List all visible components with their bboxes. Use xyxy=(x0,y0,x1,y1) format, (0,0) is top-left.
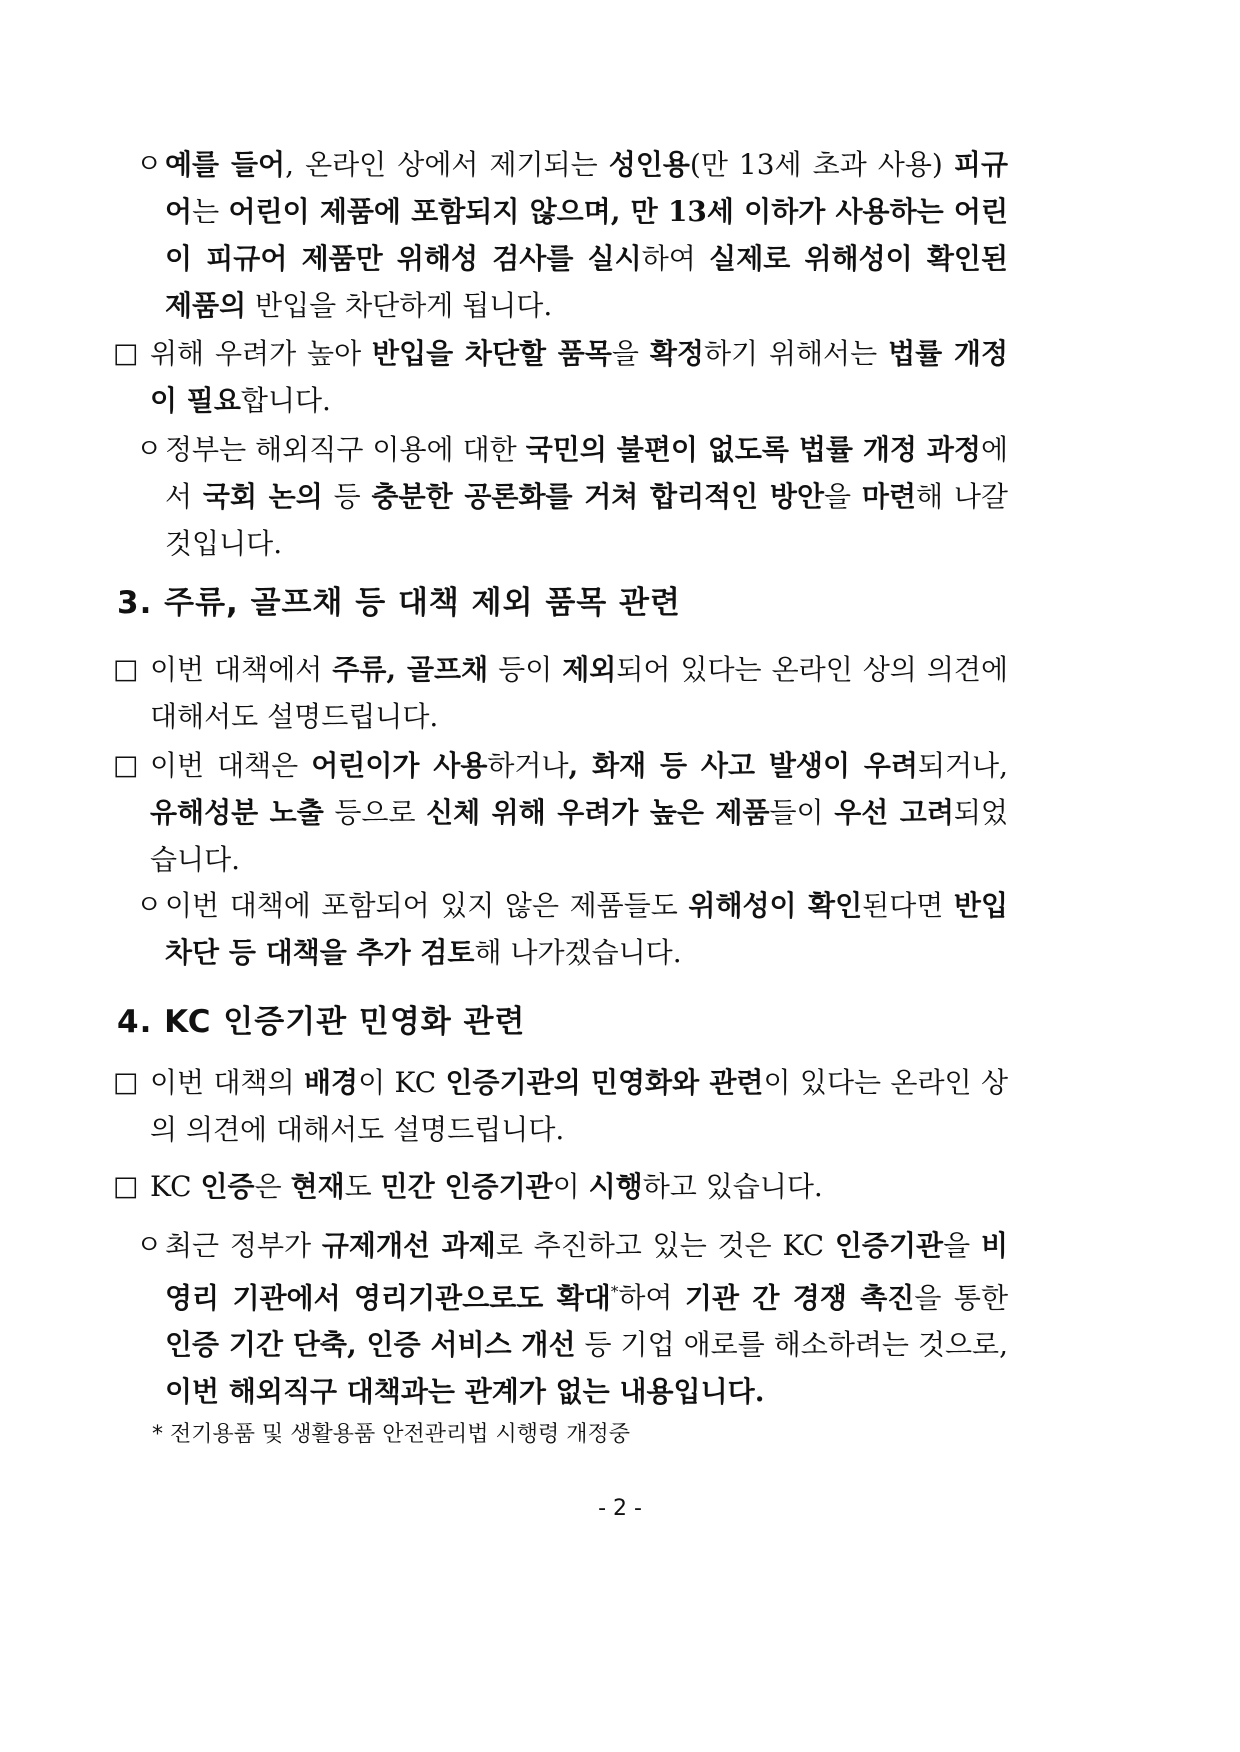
body-text: 되었습니다. xyxy=(150,796,1008,876)
body-text: , 온라인 상에서 제기되는 xyxy=(285,148,609,181)
body-text: 을 xyxy=(824,480,862,513)
emphasis-text: 마련 xyxy=(861,480,916,513)
para-gov-text xyxy=(165,426,1008,567)
body-text: 은 xyxy=(254,1170,291,1203)
body-text: 합니다. xyxy=(240,384,331,417)
body-text: 반입을 차단하게 됩니다. xyxy=(246,289,553,322)
s4-para-1-text xyxy=(150,1059,1008,1153)
emphasis-text: 법률 개정이 필요 xyxy=(150,337,1008,417)
body-text: 이번 대책에 포함되어 있지 않은 제품들도 xyxy=(165,889,689,922)
body-text: 이번 대책은 xyxy=(150,749,312,782)
body-text: 위해 우려가 높아 xyxy=(150,337,373,370)
emphasis-text: 민간 인증기관 xyxy=(380,1170,553,1203)
body-text: 이 있다는 온라인 상의 의견에 대해서도 설명드립니다. xyxy=(150,1066,1008,1146)
s4-para-3-text xyxy=(165,1222,1008,1415)
para-gov xyxy=(0,426,1240,567)
body-text: 도 xyxy=(344,1170,381,1203)
emphasis-text: 어린이가 사용 xyxy=(311,749,488,782)
s3-para-1-text xyxy=(150,646,1008,740)
para-example-text xyxy=(165,141,1008,329)
body-text: KC xyxy=(150,1170,201,1203)
s3-para-3-text xyxy=(165,882,1008,976)
square-bullet: □ xyxy=(113,338,139,369)
para-example xyxy=(0,141,1240,329)
s3-para-2 xyxy=(0,742,1240,883)
emphasis-text: 인증기관의 민영화와 관련 xyxy=(445,1066,764,1099)
emphasis-text: 비영리 기관에서 영리기관으로도 확대 xyxy=(165,1229,1008,1315)
body-text: 최근 정부가 xyxy=(165,1229,322,1262)
emphasis-text: 충분한 공론화를 거쳐 합리적인 방안 xyxy=(371,480,824,513)
emphasis-text: 인증 xyxy=(200,1170,255,1203)
body-text: 들이 xyxy=(769,796,835,829)
body-text: 을 xyxy=(611,337,650,370)
emphasis-text: 피규어 xyxy=(165,148,1008,228)
s4-para-3 xyxy=(0,1222,1240,1415)
square-bullet: □ xyxy=(113,654,139,685)
emphasis-text: 성인용 xyxy=(608,148,690,181)
page-number: - 2 - xyxy=(598,1496,642,1521)
body-text: 로 추진하고 있는 것은 KC xyxy=(495,1229,835,1262)
body-text: 는 xyxy=(192,195,229,228)
body-text: 하기 위해서는 xyxy=(703,337,889,370)
s4-para-1 xyxy=(0,1059,1240,1153)
emphasis-text: 신체 위해 우려가 높은 제품 xyxy=(426,796,770,829)
emphasis-text: 주류, 골프채 xyxy=(332,653,489,686)
emphasis-text: 반입을 차단할 품목 xyxy=(372,337,612,370)
body-text: 된다면 xyxy=(862,889,954,922)
footnote: * 전기용품 및 생활용품 안전관리법 시행령 개정중 xyxy=(152,1422,631,1447)
body-text: 되거나, xyxy=(917,749,1008,782)
para-law xyxy=(0,330,1240,424)
s3-para-1 xyxy=(0,646,1240,740)
emphasis-text: 국회 논의 xyxy=(202,480,323,513)
body-text: 되어 있다는 온라인 상의 의견에 대해서도 설명드립니다. xyxy=(150,653,1008,733)
body-text: 이번 대책에서 xyxy=(150,653,333,686)
emphasis-text: 유해성분 노출 xyxy=(150,796,324,829)
body-text: 에서 xyxy=(165,433,1008,513)
body-text: 정부는 해외직구 이용에 대한 xyxy=(165,433,526,466)
section3-heading: 3. 주류, 골프채 등 대책 제외 품목 관련 xyxy=(117,585,681,621)
emphasis-text: 인증 기간 단축, 인증 서비스 개선 xyxy=(165,1328,576,1362)
square-bullet: □ xyxy=(113,1067,139,1098)
body-text: 이 xyxy=(552,1170,589,1203)
body-text: 이번 대책의 xyxy=(150,1066,304,1099)
emphasis-text: 시행 xyxy=(588,1170,643,1203)
emphasis-text: 국민의 불편이 없도록 법률 개정 과정 xyxy=(525,433,981,466)
body-text: 을 통한 xyxy=(914,1281,1008,1315)
body-text: *하여 xyxy=(610,1281,685,1315)
body-text: 하고 있습니다. xyxy=(642,1170,823,1203)
section4-heading: 4. KC 인증기관 민영화 관련 xyxy=(117,1004,526,1040)
s3-para-3 xyxy=(0,882,1240,976)
circle-bullet: ㅇ xyxy=(136,149,163,180)
body-text: 해 나갈 것입니다. xyxy=(165,480,1008,560)
circle-bullet: ㅇ xyxy=(136,1230,163,1261)
body-text: 을 xyxy=(943,1229,981,1262)
body-text: 해 나가겠습니다. xyxy=(474,936,682,969)
emphasis-text: 어린이 제품에 포함되지 않으며, 만 13세 이하가 사용하는 어린이 피규어 제품만 위해성 검사를 실시 xyxy=(165,195,1009,275)
s4-para-2 xyxy=(0,1163,1240,1210)
emphasis-text: 위해성이 확인 xyxy=(688,889,863,922)
s4-para-2-text xyxy=(150,1163,1008,1210)
emphasis-text: 확정 xyxy=(649,337,704,370)
emphasis-text: 인증기관 xyxy=(834,1229,944,1262)
para-law-text xyxy=(150,330,1008,424)
emphasis-text: 제외 xyxy=(562,653,617,686)
body-text: 하거나 xyxy=(487,749,569,782)
emphasis-text: 기관 간 경쟁 촉진 xyxy=(684,1281,915,1315)
emphasis-text: , 화재 등 사고 발생이 우려 xyxy=(568,749,918,782)
emphasis-text: 실제로 위해성이 확인된 제품의 xyxy=(165,242,1009,322)
body-text: 등이 xyxy=(488,653,563,686)
body-text: 등 기업 애로를 해소하려는 것으로, xyxy=(575,1328,1008,1362)
emphasis-text: 현재 xyxy=(290,1170,345,1203)
body-text: 등 xyxy=(322,480,372,513)
body-text: 이 KC xyxy=(358,1066,446,1099)
emphasis-text: 예를 들어 xyxy=(165,148,286,181)
body-text: (만 13세 초과 사용) xyxy=(689,148,954,181)
emphasis-text: 우선 고려 xyxy=(834,796,954,829)
body-text: 등으로 xyxy=(323,796,427,829)
emphasis-text: 반입 차단 등 대책을 추가 검토 xyxy=(165,889,1008,969)
s3-para-2-text xyxy=(150,742,1008,883)
square-bullet: □ xyxy=(113,750,139,781)
body-text: 하여 xyxy=(641,242,710,275)
square-bullet: □ xyxy=(113,1171,139,1202)
emphasis-text: 규제개선 과제 xyxy=(321,1229,496,1262)
circle-bullet: ㅇ xyxy=(136,434,163,465)
circle-bullet: ㅇ xyxy=(136,890,163,921)
emphasis-text: 이번 해외직구 대책과는 관계가 없는 내용입니다. xyxy=(165,1375,765,1409)
emphasis-text: 배경 xyxy=(304,1066,359,1099)
